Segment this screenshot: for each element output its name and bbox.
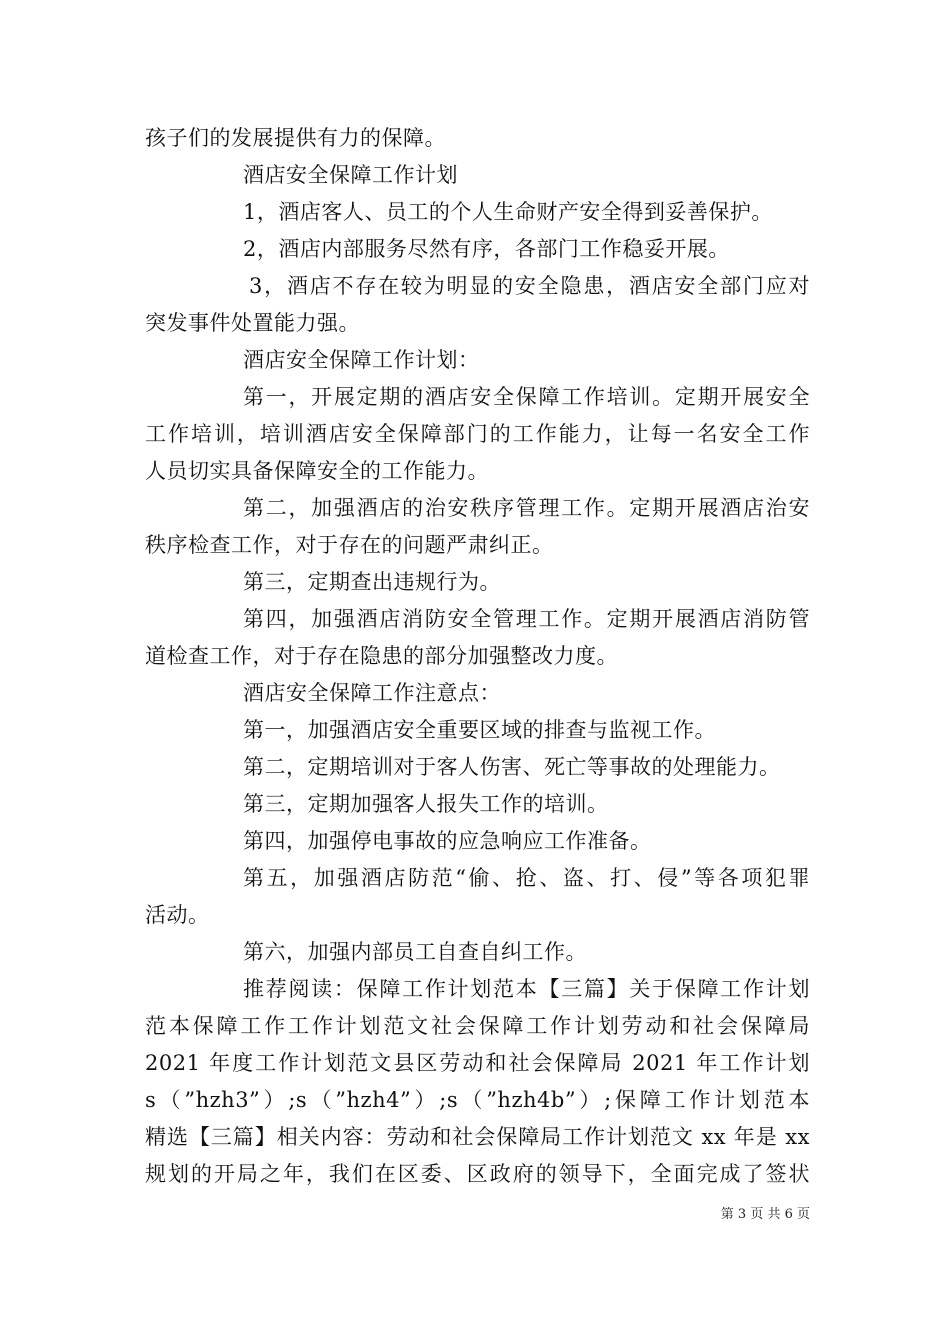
text-line: 1，酒店客人、员工的个人生命财产安全得到妥善保护。 [243,200,773,224]
text-line: 第六，加强内部员工自查自纠工作。 [243,940,587,964]
text-line: 突发事件处置能力强。 [145,311,360,335]
text-line: 第三，定期查出违规行为。 [243,570,501,594]
text-line: 第五，加强酒店防范“偷、抢、盗、打、侵”等各项犯罪 [243,866,810,890]
text-line: 推荐阅读：保障工作计划范本【三篇】关于保障工作计划 [243,977,810,1001]
document-body [145,120,810,1193]
text-line: 第四，加强酒店消防安全管理工作。定期开展酒店消防管 [243,607,810,631]
text-line: 第四，加强停电事故的应急响应工作准备。 [243,829,652,853]
text-line: 道检查工作，对于存在隐患的部分加强整改力度。 [145,644,618,668]
text-line: 孩子们的发展提供有力的保障。 [145,126,446,150]
page-number-footer: 第 3 页 共 6 页 [720,1207,810,1222]
text-line: 工作培训，培训酒店安全保障部门的工作能力，让每一名安全工作 [145,422,810,446]
text-line: 活动。 [145,903,210,927]
text-line: 第一，开展定期的酒店安全保障工作培训。定期开展安全 [243,385,810,409]
text-line: 人员切实具备保障安全的工作能力。 [145,459,489,483]
text-line: 第二，加强酒店的治安秩序管理工作。定期开展酒店治安 [243,496,810,520]
text-line: 第二，定期培训对于客人伤害、死亡等事故的处理能力。 [243,755,781,779]
text-line: s（”hzh3”）;s（”hzh4”）;s（”hzh4b”）;保障工作计划范本 [145,1088,810,1112]
text-line: 秩序检查工作，对于存在的问题严肃纠正。 [145,533,554,557]
text-line: 2，酒店内部服务尽然有序，各部门工作稳妥开展。 [243,237,730,261]
section-heading: 酒店安全保障工作计划： [243,348,480,372]
section-heading: 酒店安全保障工作计划 [243,163,458,187]
text-line: 范本保障工作工作计划范文社会保障工作计划劳动和社会保障局 [145,1014,810,1038]
text-line: 第三，定期加强客人报失工作的培训。 [243,792,609,816]
text-line: 2021 年度工作计划范文县区劳动和社会保障局 2021 年工作计划 [145,1051,810,1075]
section-heading: 酒店安全保障工作注意点： [243,681,501,705]
text-line: 3，酒店不存在较为明显的安全隐患，酒店安全部门应对 [249,274,810,298]
text-line: 第一，加强酒店安全重要区域的排查与监视工作。 [243,718,716,742]
text-line: 精选【三篇】相关内容：劳动和社会保障局工作计划范文 xx 年是 xx [145,1125,810,1149]
text-line: 规划的开局之年，我们在区委、区政府的领导下，全面完成了签状 [145,1162,810,1186]
